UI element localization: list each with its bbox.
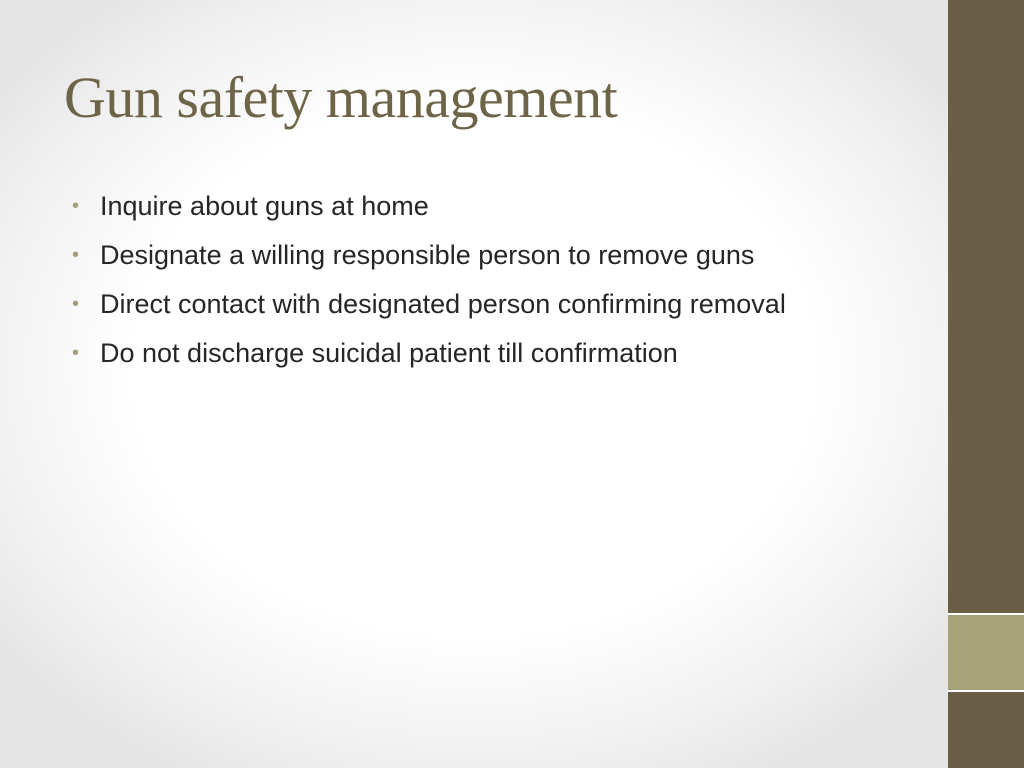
bullet-list	[72, 186, 892, 382]
bullet-dot-icon: •	[72, 293, 80, 315]
bullet-text: Direct contact with designated person confirming removal	[100, 289, 786, 319]
bullet-dot-icon: •	[72, 244, 80, 266]
sidebar-decoration-top	[948, 0, 1024, 613]
bullet-text: Inquire about guns at home	[100, 191, 429, 221]
bullet-dot-icon: •	[72, 195, 80, 217]
sidebar-decoration-accent	[948, 615, 1024, 690]
bullet-item	[72, 284, 892, 324]
sidebar-decoration-bottom	[948, 692, 1024, 768]
bullet-item	[72, 333, 892, 373]
bullet-item	[72, 235, 892, 275]
bullet-dot-icon: •	[72, 342, 80, 364]
bullet-text: Designate a willing responsible person to remove guns	[100, 240, 755, 270]
slide-title: Gun safety management	[64, 65, 618, 130]
bullet-text: Do not discharge suicidal patient till confirmation	[100, 338, 678, 368]
bullet-item	[72, 186, 892, 226]
